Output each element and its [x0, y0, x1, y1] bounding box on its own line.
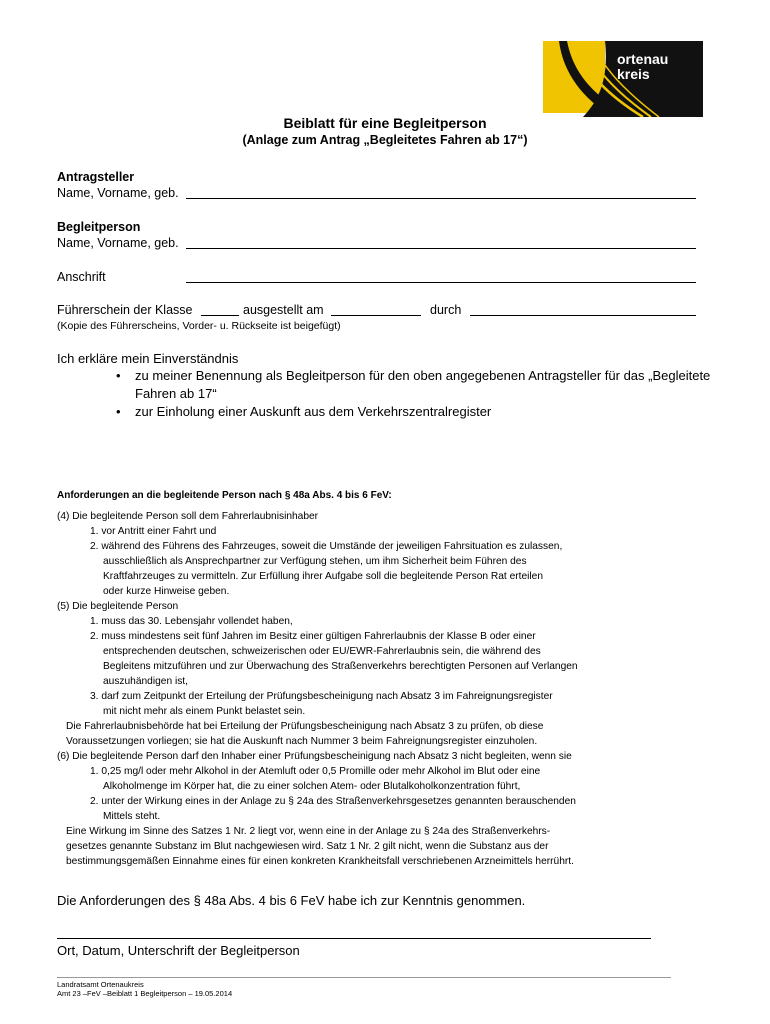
- requirements-heading: Anforderungen an die begleitende Person nach § 48a Abs. 4 bis 6 FeV:: [57, 490, 392, 501]
- footer-divider: [57, 977, 671, 978]
- companion-heading: Begleitperson: [57, 220, 141, 234]
- license-class-label: Führerschein der Klasse: [57, 303, 193, 317]
- address-field[interactable]: [186, 282, 696, 283]
- bullet-icon: •: [116, 368, 121, 383]
- requirement-line: Voraussetzungen vorliegen; sie hat die Auskunft nach Nummer 3 beim Fahreignungsregister einzuholen.: [66, 736, 538, 747]
- license-copy-note: (Kopie des Führerscheins, Vorder- u. Rückseite ist beigefügt): [57, 320, 341, 332]
- requirement-line: ausschließlich als Ansprechpartner zur Verfügung stehen, um ihm Sicherheit beim Führen des: [103, 556, 527, 567]
- requirement-line: Begleitens mitzuführen und zur Überwachung des Straßenverkehrs berechtigten Personen auf Verlangen: [103, 661, 578, 672]
- requirement-line: auszuhändigen ist,: [103, 676, 188, 687]
- requirement-line: mit nicht mehr als einem Punkt belastet sein.: [103, 706, 306, 717]
- acknowledgement-text: Die Anforderungen des § 48a Abs. 4 bis 6 FeV habe ich zur Kenntnis genommen.: [57, 893, 526, 908]
- document-subtitle: (Anlage zum Antrag „Begleitetes Fahren ab 17“): [242, 133, 528, 147]
- requirement-line: Eine Wirkung im Sinne des Satzes 1 Nr. 2 liegt vor, wenn eine in der Anlage zu § 24a des Straßenverkehrs-: [66, 826, 551, 837]
- issued-by-field[interactable]: [470, 315, 696, 316]
- requirement-line: (4) Die begleitende Person soll dem Fahrerlaubnisinhaber: [57, 511, 319, 522]
- requirement-line: 3. darf zum Zeitpunkt der Erteilung der Prüfungsbescheinigung nach Absatz 3 im Fahreignungsregister: [90, 691, 553, 702]
- requirement-line: (6) Die begleitende Person darf den Inhaber einer Prüfungsbescheinigung nach Absatz 3 nicht begleiten, wenn sie: [57, 751, 572, 762]
- requirement-line: 2. während des Führens des Fahrzeuges, soweit die Umstände der jeweiligen Fahrsituation es zulassen,: [90, 541, 563, 552]
- requirement-line: Alkoholmenge im Körper hat, die zu einer solchen Atem- oder Blutalkoholkonzentration führt,: [103, 781, 521, 792]
- requirement-line: 2. muss mindestens seit fünf Jahren im Besitz einer gültigen Fahrerlaubnis der Klasse B oder einer: [90, 631, 536, 642]
- ortenaukreis-logo: [543, 41, 703, 117]
- requirement-line: 1. muss das 30. Lebensjahr vollendet haben,: [90, 616, 293, 627]
- consent-intro: Ich erkläre mein Einverständnis: [57, 351, 239, 366]
- issued-by-label: durch: [430, 303, 462, 317]
- requirement-line: Mittels steht.: [103, 811, 161, 822]
- footer-office: Landratsamt Ortenaukreis: [57, 980, 144, 989]
- requirement-line: 1. 0,25 mg/l oder mehr Alkohol in der Atemluft oder 0,5 Promille oder mehr Alkohol im Blut oder eine: [90, 766, 541, 777]
- requirement-line: oder kurze Hinweise geben.: [103, 586, 230, 597]
- requirement-line: entsprechenden deutschen, schweizerischen oder EU/EWR-Fahrerlaubnis sein, die während des: [103, 646, 541, 657]
- address-label: Anschrift: [57, 270, 106, 284]
- companion-name-field[interactable]: [186, 248, 696, 249]
- requirement-line: Kraftfahrzeuges zu vermitteln. Zur Erfüllung ihrer Aufgabe soll die begleitende Person Rat erteilen: [103, 571, 544, 582]
- logo-text-ortenau: ortenau: [617, 51, 669, 67]
- logo-text-kreis: kreis: [617, 66, 650, 82]
- applicant-name-label: Name, Vorname, geb.: [57, 186, 179, 200]
- consent-item-text: zu meiner Benennung als Begleitperson für den oben angegebenen Antragsteller für das „Begleitete: [135, 368, 711, 383]
- bullet-icon: •: [116, 404, 121, 419]
- consent-item-continuation: Fahren ab 17“: [135, 386, 217, 401]
- requirement-line: 2. unter der Wirkung eines in der Anlage zu § 24a des Straßenverkehrsgesetzes genannten berauschenden: [90, 796, 576, 807]
- document-title: Beiblatt für eine Begleitperson: [283, 115, 487, 131]
- issued-date-field[interactable]: [331, 315, 421, 316]
- consent-item-text: zur Einholung einer Auskunft aus dem Verkehrszentralregister: [135, 404, 492, 419]
- applicant-heading: Antragsteller: [57, 170, 135, 184]
- signature-field[interactable]: [57, 938, 651, 939]
- signature-label: Ort, Datum, Unterschrift der Begleitperson: [57, 943, 300, 958]
- issued-date-label: ausgestellt am: [243, 303, 324, 317]
- requirement-line: bestimmungsgemäßen Einnahme eines für einen konkreten Krankheitsfall verschriebenen Arzneimittels herrührt.: [66, 856, 574, 867]
- requirement-line: (5) Die begleitende Person: [57, 601, 179, 612]
- requirement-line: 1. vor Antritt einer Fahrt und: [90, 526, 217, 537]
- companion-name-label: Name, Vorname, geb.: [57, 236, 179, 250]
- footer-reference: Amt 23 –FeV –Beiblatt 1 Begleitperson – 19.05.2014: [57, 989, 233, 998]
- license-class-field[interactable]: [201, 315, 239, 316]
- applicant-name-field[interactable]: [186, 198, 696, 199]
- requirement-line: Die Fahrerlaubnisbehörde hat bei Erteilung der Prüfungsbescheinigung nach Absatz 3 zu prüfen, ob diese: [66, 721, 544, 732]
- requirement-line: gesetzes genannte Substanz im Blut nachgewiesen wird. Satz 1 Nr. 2 gilt nicht, wenn die Substanz aus der: [66, 841, 549, 852]
